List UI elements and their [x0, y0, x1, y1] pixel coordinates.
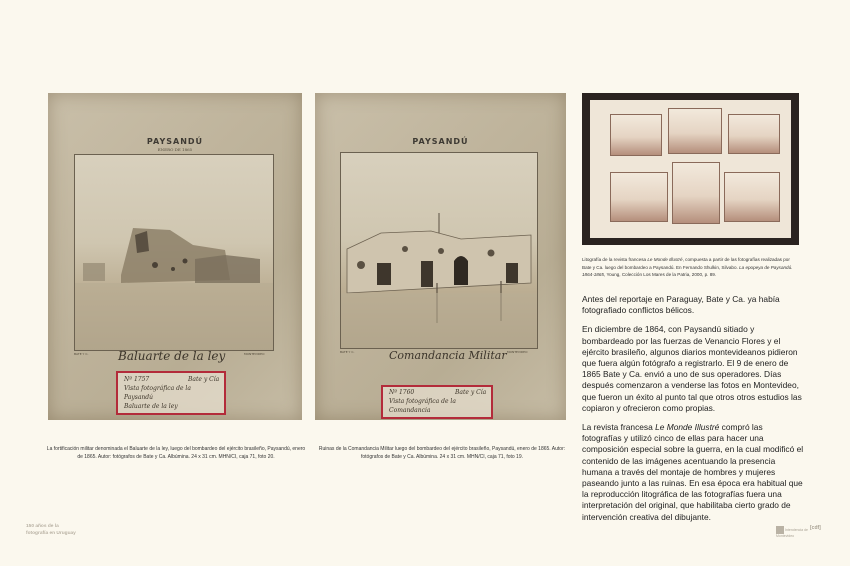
exhibition-title-line-1: 150 años de la [26, 524, 59, 529]
photo-comandancia [340, 152, 538, 349]
archive-label [381, 385, 493, 419]
caption-magazine-title: Le Monde Illustré [647, 257, 683, 262]
litho-scene [610, 172, 668, 222]
caption-photo-2: Ruinas de la Comandancia Militar luego del bombardeo del ejército brasileño, Paysandú, enero de 1865. Autor: fotógrafos de Bate y Ca. Albúmina. 24 x 31 cm. MHN/CI, caja 71, foto 19. [318, 446, 566, 460]
caption-part: , Young, Colección Los Mares de la Patria, 2000, p. 89. [603, 272, 717, 277]
body-text [582, 294, 804, 531]
caption-part: , compuesta a partir de las fotografías realizadas por Bate y Ca. luego del bombardeo a Paysandú. En Fernando Shulkin, Silvabo. [582, 257, 790, 270]
paragraph-part: La revista francesa [582, 422, 656, 433]
magazine-title: Le Monde Illustré [655, 422, 720, 433]
studio-left: BATE Y C. [340, 350, 355, 354]
caption-photo-1: La fortificación militar denominada el Baluarte de la ley, luego del bombardeo del ejército brasileño, Paysandú, enero de 1865. Autor: fotógrafos de Bate y Ca. Albúmina. 24 x 31 cm. MHN/CI, caja 71, foto 20. [46, 446, 306, 460]
lithograph-image [582, 93, 799, 245]
card-title: PAYSANDÚ [146, 137, 204, 146]
lithograph-composition [590, 100, 791, 238]
label-line-1: Nº 1760 [389, 389, 415, 396]
intendencia-logo [776, 526, 808, 538]
label-line-1: Nº 1757 [124, 376, 150, 383]
studio-right: MONTEVIDEO [507, 350, 528, 354]
photo-baluarte [74, 154, 274, 351]
label-line-2: Vista fotográfica de la [389, 398, 456, 405]
paragraph-part: compró las fotografías y utilizó cinco de ellas para hacer una composición especial sobre la guerra, en la cual modificó el contenido de las imágenes acentuando la presencia humana a través del montaje de hombres y mujeres paseando junto a las ruinas. En esa época era habitual que la reproducción litográfica de las fotografías fuera una interpretación del original, que habilitaba cierto grado de intervención creativa del dibujante. [582, 422, 804, 522]
paragraph-3 [582, 422, 804, 523]
label-line-3: Comandancia [389, 407, 431, 414]
studio-right: MONTEVIDEO [244, 352, 265, 356]
litho-scene [728, 114, 780, 154]
photo-card-comandancia [315, 93, 566, 420]
label-line-3: Paysandú [124, 394, 153, 401]
caption-part: Litografía de la revista francesa [582, 257, 648, 262]
label-line-4: Baluarte de la ley [124, 403, 178, 410]
litho-scene [724, 172, 780, 222]
label-corner: Bate y Cía [455, 389, 487, 396]
card-title: PAYSANDÚ [412, 137, 469, 146]
litho-scene [672, 162, 720, 224]
handwritten-title: Comandancia Militar [389, 349, 507, 362]
caption-book-title: La epopeya de Paysandú. 1864-1865 [582, 264, 793, 277]
exhibition-title [26, 524, 106, 537]
studio-left: BATE Y C. [74, 352, 89, 356]
archive-label [116, 371, 226, 415]
building-icon [776, 526, 784, 534]
label-line-2: Vista fotográfica de la [124, 385, 191, 392]
litho-scene [668, 108, 722, 154]
exhibition-title-line-2: fotografía en Uruguay [26, 530, 76, 536]
card-subtitle: ENERO DE 1865 [157, 147, 193, 152]
label-corner: Bate y Cía [188, 376, 220, 383]
logo-text: Intendencia de Montevideo [776, 527, 808, 538]
handwritten-title: Baluarte de la ley [118, 349, 226, 363]
paragraph-1: Antes del reportaje en Paraguay, Bate y Ca. ya había fotografiado conflictos bélicos. [582, 294, 780, 316]
ruins-illustration [75, 155, 273, 350]
litho-scene [610, 114, 662, 156]
paragraph-2: En diciembre de 1864, con Paysandú sitiado y bombardeado por las fuerzas de Venancio Flores y el ejército brasileño, algunos diarios montevideanos pidieron que fuera algún fotógrafo a registrarlo. El 9 de enero de 1865 Bate y Ca. envió a uno de sus operadores. Días después comenzaron a venderse las fotos en Montevideo, que fueron un éxito al punto tal que otros otros estudios las copiaron y ofrecieron como propias. [582, 324, 802, 413]
photo-card-baluarte [48, 93, 302, 420]
ruins-illustration [341, 153, 537, 348]
lithograph-caption [582, 256, 800, 279]
cdf-logo: [cdf] [810, 525, 821, 531]
